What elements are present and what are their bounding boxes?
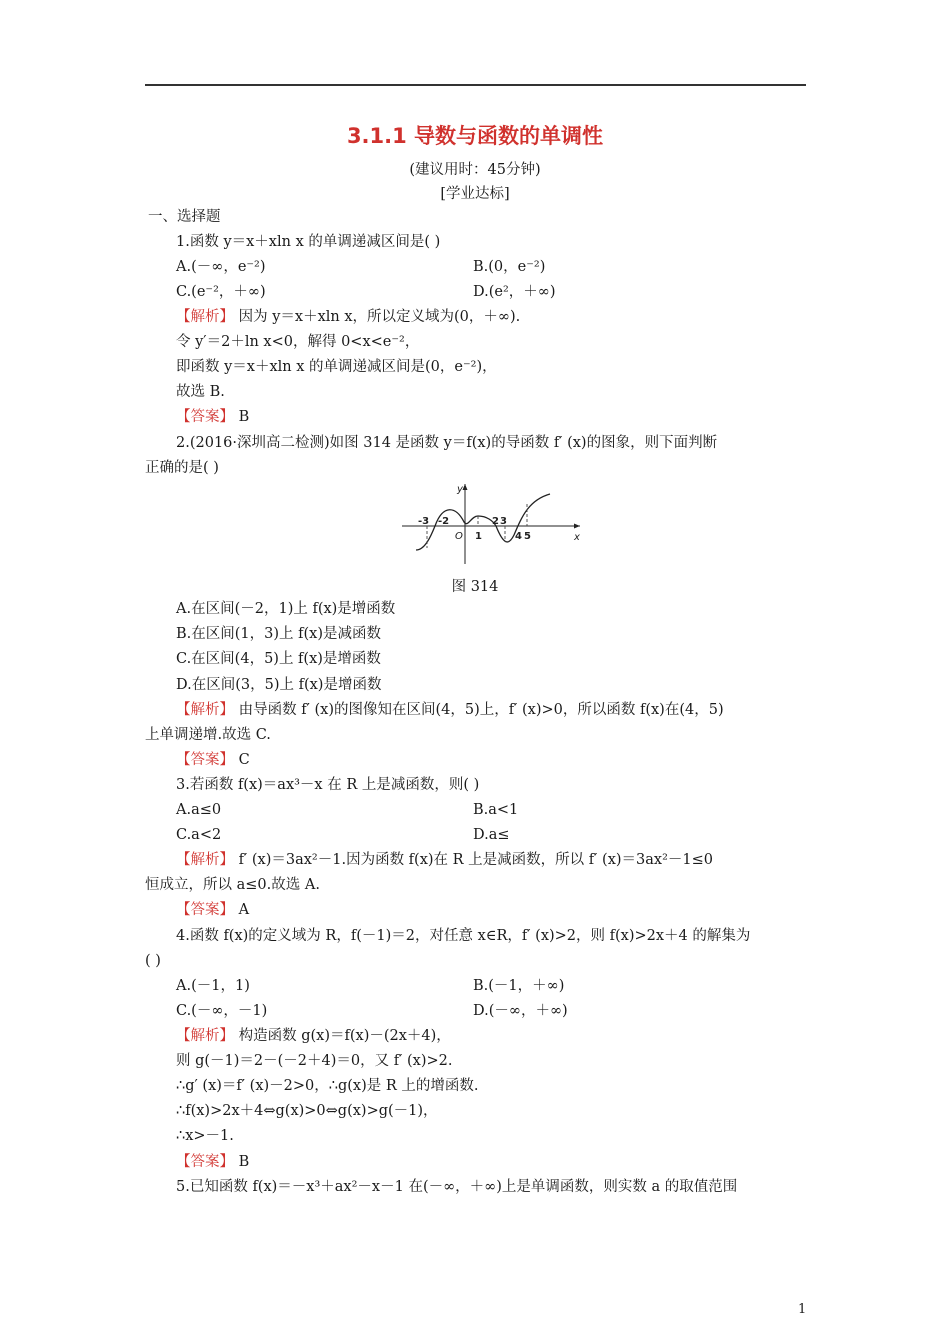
- q4-analysis-line: [176, 1026, 451, 1046]
- page-title: 3.1.1 导数与函数的单调性: [346, 124, 604, 148]
- q3-option-a: A.a≤0: [176, 802, 222, 818]
- q4-analysis-5: ∴x>－1.: [176, 1128, 234, 1144]
- q4-option-c: C.(－∞，－1): [176, 1003, 268, 1019]
- derivative-graph-figure: [398, 480, 584, 566]
- q3-option-b: B.a<1: [473, 802, 519, 818]
- q2-option-b: B.在区间(1，3)上 f(x)是减函数: [176, 626, 381, 642]
- answer-tag: 【答案】: [176, 752, 234, 768]
- q1-analysis-line: [176, 307, 520, 327]
- tick-label-m3: -3: [418, 516, 430, 527]
- q3-analysis-line: [176, 850, 713, 870]
- q2-option-d: D.在区间(3，5)上 f(x)是增函数: [176, 677, 382, 693]
- q2-answer-line: [176, 750, 250, 770]
- x-axis-label: x: [574, 532, 580, 543]
- q4-option-d: D.(－∞，＋∞): [473, 1003, 568, 1019]
- q4-analysis-4: ∴f(x)>2x＋4⇔g(x)>0⇔g(x)>g(－1)，: [176, 1103, 438, 1119]
- q2-stem-2: 正确的是( ): [145, 460, 219, 476]
- q2-analysis-line: [176, 700, 724, 720]
- q4-analysis-text: 构造函数 g(x)＝f(x)－(2x＋4)，: [234, 1028, 451, 1044]
- y-axis-arrow: [463, 484, 468, 490]
- q2-answer: C: [234, 752, 250, 768]
- q4-option-a: A.(－1，1): [176, 978, 250, 994]
- q3-answer: A: [234, 902, 250, 918]
- tick-label-4: 4: [515, 531, 522, 542]
- figure-caption: 图 314: [451, 579, 499, 595]
- q1-option-d: D.(e²，＋∞): [473, 284, 556, 300]
- q3-analysis-text: f′ (x)＝3ax²－1.因为函数 f(x)在 R 上是减函数，所以 f′ (x)＝3ax²－1≤0: [234, 852, 713, 868]
- q4-analysis-3: ∴g′ (x)＝f′ (x)－2>0，∴g(x)是 R 上的增函数.: [176, 1078, 479, 1094]
- q5-stem-1: 5.已知函数 f(x)＝－x³＋ax²－x－1 在(－∞，＋∞)上是单调函数，则实数 a 的取值范围: [176, 1179, 738, 1195]
- q1-option-a: A.(－∞，e⁻²): [176, 259, 266, 275]
- q3-answer-line: [176, 900, 249, 920]
- q1-option-b: B.(0，e⁻²): [473, 259, 546, 275]
- tick-label-1: 1: [475, 531, 482, 542]
- analysis-tag: 【解析】: [176, 1028, 234, 1044]
- analysis-tag: 【解析】: [176, 702, 234, 718]
- header-rule: [145, 84, 806, 86]
- q4-stem-1: 4.函数 f(x)的定义域为 R，f(－1)＝2，对任意 x∈R，f′ (x)>2，则 f(x)>2x＋4 的解集为: [176, 928, 751, 944]
- q3-analysis-2: 恒成立，所以 a≤0.故选 A.: [145, 877, 320, 893]
- q1-option-c: C.(e⁻²，＋∞): [176, 284, 266, 300]
- y-axis-label: y: [457, 484, 463, 495]
- tick-label-2: 2: [492, 516, 499, 527]
- q1-analysis-3: 即函数 y＝x＋xln x 的单调递减区间是(0，e⁻²)，: [176, 359, 497, 375]
- tick-label-m2: -2: [438, 516, 450, 527]
- q1-stem: 1.函数 y＝x＋xln x 的单调递减区间是( ): [176, 234, 441, 250]
- q1-analysis-text: 因为 y＝x＋xln x，所以定义域为(0，＋∞).: [234, 309, 521, 325]
- q4-option-b: B.(－1，＋∞): [473, 978, 565, 994]
- q2-stem-1: 2.(2016·深圳高二检测)如图 314 是函数 y＝f(x)的导函数 f′ (x)的图象，则下面判断: [176, 435, 718, 451]
- q3-option-d: D.a≤: [473, 827, 510, 843]
- q4-answer: B: [234, 1154, 250, 1170]
- q2-analysis-text: 由导函数 f′ (x)的图像知在区间(4，5)上，f′ (x)>0，所以函数 f(x)在(4，5): [234, 702, 724, 718]
- q4-analysis-2: 则 g(－1)＝2－(－2＋4)＝0，又 f′ (x)>2.: [176, 1053, 453, 1069]
- q4-answer-line: [176, 1152, 249, 1172]
- page-number: 1: [798, 1302, 807, 1317]
- analysis-tag: 【解析】: [176, 852, 234, 868]
- q1-analysis-4: 故选 B.: [176, 384, 225, 400]
- q1-answer-line: [176, 407, 249, 427]
- section-label: [学业达标]: [440, 186, 510, 202]
- tick-label-5: 5: [524, 531, 531, 542]
- time-hint: (建议用时：45分钟): [409, 162, 541, 178]
- answer-tag: 【答案】: [176, 1154, 234, 1170]
- q1-answer: B: [234, 409, 250, 425]
- part-heading: 一、选择题: [148, 209, 221, 225]
- q2-option-c: C.在区间(4，5)上 f(x)是增函数: [176, 651, 381, 667]
- q2-analysis-2: 上单调递增.故选 C.: [145, 727, 271, 743]
- answer-tag: 【答案】: [176, 902, 234, 918]
- analysis-tag: 【解析】: [176, 309, 234, 325]
- q4-stem-2: ( ): [145, 953, 161, 969]
- tick-label-3: 3: [500, 516, 507, 527]
- q1-analysis-2: 令 y′＝2＋ln x<0，解得 0<x<e⁻²，: [176, 334, 420, 350]
- q2-option-a: A.在区间(－2，1)上 f(x)是增函数: [176, 601, 396, 617]
- origin-label: O: [455, 531, 463, 542]
- x-axis-arrow: [574, 524, 580, 529]
- q3-option-c: C.a<2: [176, 827, 222, 843]
- answer-tag: 【答案】: [176, 409, 234, 425]
- q3-stem: 3.若函数 f(x)＝ax³－x 在 R 上是减函数，则( ): [176, 777, 480, 793]
